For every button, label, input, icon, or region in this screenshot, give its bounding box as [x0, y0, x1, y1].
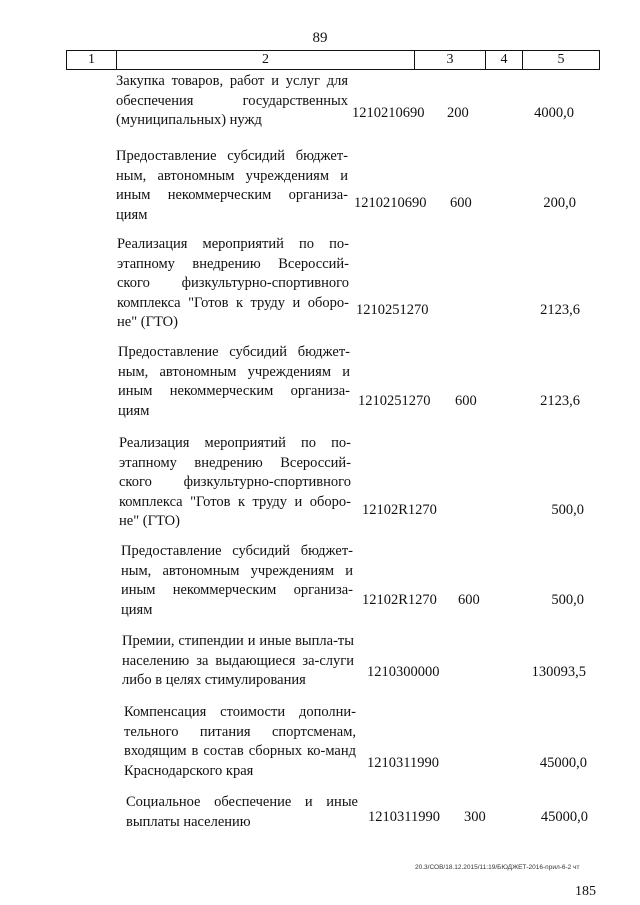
row-code: 1210251270 [358, 393, 431, 409]
row-description: Компенсация стоимости дополни-тельного питания спортсменам, входящим в состав сборных ко-манд Краснодарского края [124, 704, 356, 779]
row-code: 12102R1270 [362, 592, 437, 608]
row-code: 1210311990 [368, 809, 440, 825]
row-description: Предоставление субсидий бюджет-ным, автономным учреждениям и иным некоммерческим организа-циям [116, 148, 348, 223]
column-header-4: 4 [486, 51, 523, 69]
row-amount: 2123,6 [540, 393, 580, 409]
row-amount: 2123,6 [540, 302, 580, 318]
page-number-top: 89 [312, 30, 328, 46]
column-header-5: 5 [557, 52, 565, 67]
column-header-1: 1 [67, 51, 117, 69]
row-amount: 130093,5 [531, 664, 586, 680]
page-number-bottom: 185 [575, 884, 596, 899]
row-description: Предоставление субсидий бюджет-ным, автономным учреждениям и иным некоммерческим организа-циям [121, 543, 353, 618]
row-description: Премии, стипендии и иные выпла-ты населению за выдающиеся за-слуги либо в целях стимулирования [122, 633, 354, 688]
row-expense-type: 600 [458, 592, 480, 608]
row-description: Реализация мероприятий по по-этапному внедрению Всероссий-ского физкультурно-спортивного комплекса "Готов к труду и оборо-не" (ГТО) [117, 236, 349, 330]
row-code: 1210251270 [356, 302, 429, 318]
column-header-row [66, 50, 600, 70]
row-amount: 45000,0 [539, 755, 587, 771]
row-amount: 500,0 [551, 592, 584, 608]
row-description: Предоставление субсидий бюджет-ным, автономным учреждениям и иным некоммерческим организа-циям [118, 344, 350, 419]
row-code: 1210210690 [352, 105, 425, 121]
row-expense-type: 600 [450, 195, 472, 211]
row-amount: 45000,0 [540, 809, 588, 825]
column-header-3: 3 [415, 51, 486, 69]
row-amount: 200,0 [543, 195, 576, 211]
row-description: Социальное обеспечение и иные выплаты населению [126, 794, 358, 830]
row-expense-type: 300 [464, 809, 486, 825]
row-expense-type: 200 [447, 105, 469, 121]
row-code: 1210300000 [367, 664, 440, 680]
row-amount: 4000,0 [534, 105, 574, 121]
row-code: 1210210690 [354, 195, 427, 211]
row-code: 12102R1270 [362, 502, 437, 518]
column-header-2: 2 [117, 51, 415, 69]
footer-document-stamp: 20.3/СОВ/18.12.2015/11:19/БЮДЖЕТ-2016-прил-6-2 чт [415, 864, 580, 871]
row-code: 1210311990 [367, 755, 439, 771]
row-description: Реализация мероприятий по по-этапному внедрению Всероссий-ского физкультурно-спортивного комплекса "Готов к труду и оборо-не" (ГТО) [119, 435, 351, 529]
row-expense-type: 600 [455, 393, 477, 409]
row-amount: 500,0 [551, 502, 584, 518]
row-description: Закупка товаров, работ и услуг для обеспечения государственных (муниципальных) нужд [116, 73, 348, 128]
